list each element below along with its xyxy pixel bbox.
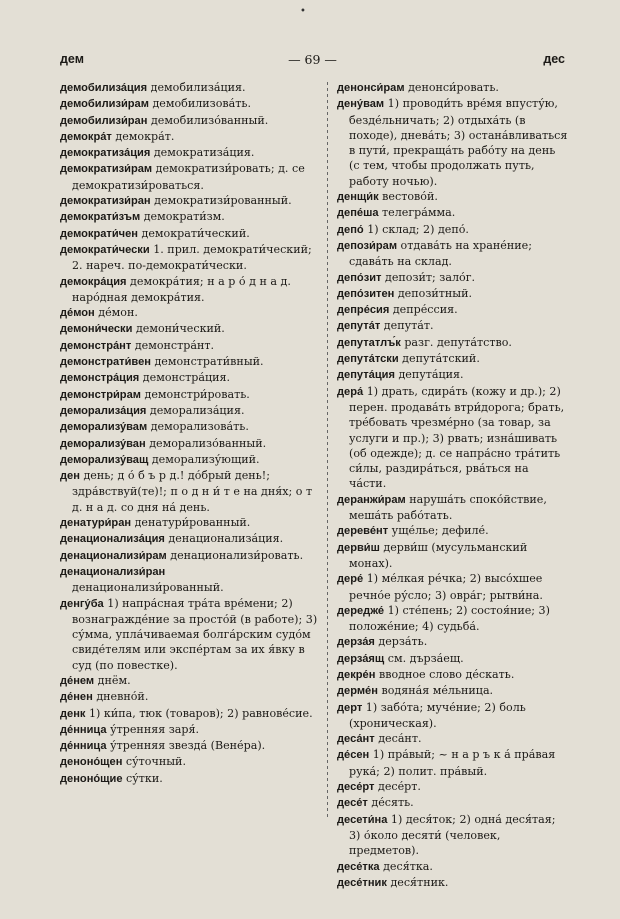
dictionary-entry (60, 673, 318, 689)
entry-headword: демократизи́ран (60, 195, 151, 208)
entry-headword: деноно́щен (60, 756, 123, 769)
entry-definition: см. дърза́ещ. (384, 651, 464, 665)
entry-headword: декре́н (337, 668, 376, 681)
dictionary-entry (337, 603, 569, 635)
entry-definition: демонстри́ровать. (140, 387, 250, 401)
entry-definition: деморализова́ть. (147, 420, 249, 434)
dictionary-entry (60, 80, 318, 96)
entry-definition: демокра́т. (111, 129, 175, 143)
entry-definition: 1) драть, сдира́ть (кожу и др.); 2) перен. продава́ть втри́дорога; брать, тре́бовать чрезме́рно (за товар, за услуги и пр.); 3) рвать; изна́шивать (об одежде); д. се напра́сно тра́тить си́лы, раздира́ться, рва́ться на ча́сти. (349, 384, 565, 491)
entry-headword: дереве́нт (337, 525, 389, 538)
entry-definition: демонстра́ция. (139, 371, 231, 385)
entry-headword: деранжи́рам (337, 493, 406, 506)
entry-headword: демократи́зъм (60, 211, 141, 224)
entry-headword: демони́чески (60, 323, 133, 336)
entry-definition: уще́лье; дефиле́. (388, 524, 489, 538)
entry-definition: 1) ки́па, тюк (товаров); 2) равнове́сие. (85, 706, 313, 720)
dictionary-entry (60, 226, 318, 242)
dictionary-entry (337, 222, 569, 238)
entry-definition: демократизи́рованный. (150, 194, 292, 208)
dictionary-entry (60, 387, 318, 403)
dictionary-entry (337, 318, 569, 334)
dictionary-entry (337, 667, 569, 683)
entry-definition: деморализу́ющий. (148, 452, 260, 466)
entry-headword: десе́тка (337, 860, 380, 873)
dictionary-entry (60, 738, 318, 754)
entry-headword: демократи́чески (60, 243, 150, 256)
entry-headword: демонстра́нт (60, 339, 132, 352)
dictionary-entry (337, 731, 569, 747)
entry-headword: дену́вам (337, 98, 385, 111)
entry-headword: де́нем (60, 674, 95, 687)
dictionary-entry (337, 540, 569, 572)
dictionary-entry (337, 286, 569, 302)
entry-headword: деморализа́ция (60, 404, 147, 417)
entry-definition: 1) деся́ток; 2) одна́ деся́тая; 3) о́коло десяти́ (человек, предметов). (349, 812, 556, 858)
entry-definition: вестово́й. (378, 190, 438, 204)
entry-definition: 1) склад; 2) депо́. (363, 222, 469, 236)
entry-definition: демократизи́ровать; д. се демократизи́роваться. (72, 162, 305, 192)
dictionary-entry (337, 683, 569, 699)
entry-headword: демонстрати́вен (60, 356, 151, 369)
entry-definition: наруша́ть споко́йствие, меша́ть рабо́тать. (349, 492, 547, 523)
entry-headword: демобилиза́ция (60, 82, 148, 94)
entry-headword: демонстра́ция (60, 372, 140, 385)
entry-definition: депре́ссия. (389, 303, 458, 317)
entry-headword: денгу́ба (60, 597, 104, 610)
dictionary-entry (337, 270, 569, 286)
dictionary-entry (337, 96, 569, 189)
entry-definition: деморализа́ция. (146, 403, 245, 417)
dictionary-entry (337, 875, 569, 891)
entry-definition: десе́рт. (374, 780, 421, 794)
entry-definition: су́точный. (122, 755, 186, 769)
entry-definition: днём. (94, 673, 131, 687)
entry-definition: вводное слово де́скать. (375, 667, 515, 681)
entry-headword: де́нница (60, 740, 107, 753)
entry-definition: 1) ме́лкая ре́чка; 2) высо́хшее речно́е ру́сло; 3) овра́г; рытви́на. (349, 572, 543, 602)
entry-definition: демократи́зм. (140, 210, 225, 224)
entry-definition: де́сять. (367, 796, 414, 810)
dictionary-entry (60, 419, 318, 435)
dictionary-entry (337, 859, 569, 875)
entry-headword: десе́т (337, 797, 368, 810)
dictionary-entry (60, 321, 318, 337)
entry-definition: дерза́ть. (374, 635, 428, 649)
entry-definition: де́мон. (94, 306, 138, 320)
entry-headword: депе́ша (337, 207, 379, 220)
entry-definition: денационализи́рованный. (72, 581, 224, 595)
dictionary-entry (337, 651, 569, 667)
dictionary-entry (337, 367, 569, 383)
entry-definition: депута́ция. (394, 368, 464, 382)
entry-headword: денщи́к (337, 191, 379, 204)
dictionary-entry (60, 96, 318, 112)
dictionary-entry (337, 523, 569, 539)
entry-headword: депо́ (337, 223, 364, 236)
entry-headword: дерме́н (337, 685, 378, 698)
entry-definition: 1) напра́сная тра́та вре́мени; 2) вознагражде́ние за просто́й (в работе); 3) су́мма, упла́чиваемая болга́рским судо́м свиде́телям или экспе́ртам за их я́вку в суд (по повестке). (72, 596, 318, 672)
dictionary-entry (60, 242, 318, 274)
entry-headword: демонстри́рам (60, 388, 141, 401)
dictionary-entry (60, 338, 318, 354)
entry-headword: ден (60, 470, 80, 483)
entry-definition: разг. депута́тство. (400, 335, 512, 349)
entry-definition: деся́тник. (386, 875, 449, 889)
dictionary-entry (337, 238, 569, 270)
entry-headword: дерза́я (337, 636, 375, 649)
entry-headword: депре́сия (337, 304, 390, 317)
entry-definition: денационализи́ровать. (166, 548, 304, 562)
entry-headword: депутатлъ́к (337, 336, 401, 349)
dictionary-entry (337, 700, 569, 732)
entry-definition: су́тки. (122, 771, 163, 785)
entry-headword: де́нен (60, 691, 93, 704)
entry-definition: демобилизо́ванный. (147, 113, 269, 127)
dictionary-entry (60, 403, 318, 419)
dictionary-entry (337, 384, 569, 492)
column-divider (327, 82, 328, 817)
entry-headword: демократи́чен (60, 227, 138, 240)
entry-definition: депози́т; зало́г. (381, 270, 476, 284)
entry-definition: 1) сте́пень; 2) состоя́ние; 3) положе́ние; 4) судьба́. (349, 603, 550, 634)
dictionary-entry (337, 335, 569, 351)
entry-definition: у́тренняя заря́. (106, 722, 200, 736)
entry-headword: демокра́т (60, 130, 112, 143)
entry-headword: десети́на (337, 813, 388, 826)
page-header (60, 52, 565, 70)
entry-headword: депута́ция (337, 369, 395, 382)
dictionary-entry (60, 209, 318, 225)
entry-definition: демократи́ческий. (137, 226, 250, 240)
dictionary-entry (60, 354, 318, 370)
entry-definition: деся́тка. (379, 859, 433, 873)
entry-definition: 1. прил. демократи́ческий; 2. нареч. по-демократи́чески. (72, 242, 312, 273)
entry-definition: денационализа́ция. (164, 532, 284, 546)
right-column (337, 80, 569, 891)
entry-definition: демони́ческий. (132, 322, 225, 336)
entry-headword: депута́тски (337, 353, 399, 366)
top-mark: • (300, 6, 306, 17)
dictionary-entry (337, 747, 569, 779)
entry-definition: демократиза́ция. (150, 146, 255, 160)
header-left-guideword: дем (60, 52, 84, 66)
entry-headword: денационализа́ция (60, 533, 165, 546)
dictionary-entry (337, 205, 569, 221)
dictionary-entry (337, 571, 569, 603)
entry-definition: 1) проводи́ть вре́мя впусту́ю, безде́льничать; 2) отдыха́ть (в походе), днева́ть; 3) остана́вливаться в пути́, прекраща́ть рабо́ту на день (с тем, чтобы продолжать путь, работу ночью). (349, 97, 568, 188)
dictionary-entry (60, 531, 318, 547)
entry-headword: деноно́щие (60, 772, 123, 785)
entry-definition: у́тренняя звезда́ (Вене́ра). (106, 739, 266, 753)
entry-headword: де́сен (337, 749, 370, 762)
entry-definition: депута́т. (380, 319, 434, 333)
entry-headword: денационализи́ран (60, 565, 166, 578)
entry-headword: деса́нт (337, 733, 375, 746)
entry-definition: 1) пра́вый; ~ н а р ъ к а́ пра́вая рука́; 2) полит. пра́вый. (349, 748, 556, 778)
entry-definition: отдава́ть на хране́ние; сдава́ть на склад. (349, 238, 532, 269)
entry-headword: демобилизи́ран (60, 114, 148, 127)
entry-headword: денонси́рам (337, 82, 405, 94)
dictionary-entry (337, 189, 569, 205)
dictionary-entry (60, 161, 318, 193)
dictionary-entry (60, 145, 318, 161)
left-column (60, 80, 318, 787)
entry-definition: денонси́ровать. (404, 81, 499, 94)
entry-headword: денационализи́рам (60, 549, 167, 562)
entry-definition: депута́тский. (398, 352, 480, 366)
entry-headword: деморализу́ващ (60, 453, 149, 466)
entry-headword: де́мон (60, 307, 95, 320)
dictionary-entry (60, 771, 318, 787)
dictionary-entry (60, 370, 318, 386)
entry-definition: водяна́я ме́льница. (377, 684, 494, 698)
entry-headword: дерза́ящ (337, 652, 385, 665)
entry-headword: десе́тник (337, 876, 387, 889)
entry-headword: депо́зит (337, 271, 382, 284)
entry-headword: десе́рт (337, 781, 375, 794)
dictionary-entry (337, 779, 569, 795)
entry-definition: телегра́мма. (378, 206, 456, 220)
entry-headword: демократиза́ция (60, 147, 151, 160)
dictionary-entry (60, 436, 318, 452)
dictionary-entry (60, 113, 318, 129)
page-number: — 69 — (288, 52, 337, 67)
entry-definition: демобилизова́ть. (148, 97, 251, 111)
dictionary-entry (60, 596, 318, 673)
entry-definition: деморализо́ванный. (145, 436, 267, 450)
entry-headword: дередже́ (337, 604, 385, 617)
entry-headword: депози́рам (337, 239, 398, 252)
dictionary-entry (337, 351, 569, 367)
entry-definition: деса́нт. (374, 732, 422, 746)
entry-headword: деморализу́вам (60, 421, 148, 434)
dictionary-entry (60, 468, 318, 515)
dictionary-entry (60, 274, 318, 306)
header-right-guideword: дес (543, 52, 565, 66)
entry-headword: де́нница (60, 723, 107, 736)
entry-definition: дневно́й. (92, 690, 149, 704)
entry-definition: демонстра́нт. (131, 338, 215, 352)
entry-headword: демократизи́рам (60, 163, 153, 176)
entry-headword: демобилизи́рам (60, 98, 149, 111)
entry-headword: депо́зитен (337, 287, 395, 300)
dictionary-entry (60, 754, 318, 770)
dictionary-entry (60, 548, 318, 564)
entry-headword: денк (60, 707, 86, 720)
dictionary-entry (60, 564, 318, 596)
dictionary-entry (337, 795, 569, 811)
dictionary-entry (60, 129, 318, 145)
entry-definition: денатури́рованный. (131, 516, 251, 530)
entry-definition: день; д о́ б ъ р д.! до́брый день!; здра́вствуй(те)!; п о д н и́ т е на дня́х; о т д. н а д. со дня на́ день. (72, 469, 313, 514)
entry-definition: демонстрати́вный. (150, 355, 264, 369)
dictionary-entry (60, 452, 318, 468)
entry-definition: депози́тный. (394, 286, 473, 300)
dictionary-entry (337, 634, 569, 650)
entry-headword: дерви́ш (337, 541, 380, 554)
dictionary-entry (337, 492, 569, 524)
dictionary-entry (337, 812, 569, 859)
entry-headword: депута́т (337, 320, 381, 333)
entry-headword: дера́ (337, 385, 364, 398)
dictionary-entry (60, 515, 318, 531)
entry-definition: дерви́ш (мусульманский монах). (349, 540, 528, 570)
dictionary-entry (60, 706, 318, 722)
entry-definition: демокра́тия; н а р о́ д н а д. наро́дная демокра́тия. (72, 274, 291, 304)
dictionary-entry (60, 305, 318, 321)
entry-headword: денатури́ран (60, 517, 132, 530)
entry-definition: 1) забо́та; муче́ние; 2) боль (хроническая). (349, 700, 526, 730)
entry-definition: демобилиза́ция. (147, 81, 246, 94)
dictionary-entry (60, 722, 318, 738)
dictionary-entry (337, 302, 569, 318)
dictionary-entry (60, 689, 318, 705)
entry-headword: деморализу́ван (60, 437, 146, 450)
dictionary-entry (60, 193, 318, 209)
entry-headword: демокра́ция (60, 275, 127, 288)
entry-headword: дерт (337, 701, 363, 714)
dictionary-entry (337, 80, 569, 96)
entry-headword: дере́ (337, 573, 364, 586)
